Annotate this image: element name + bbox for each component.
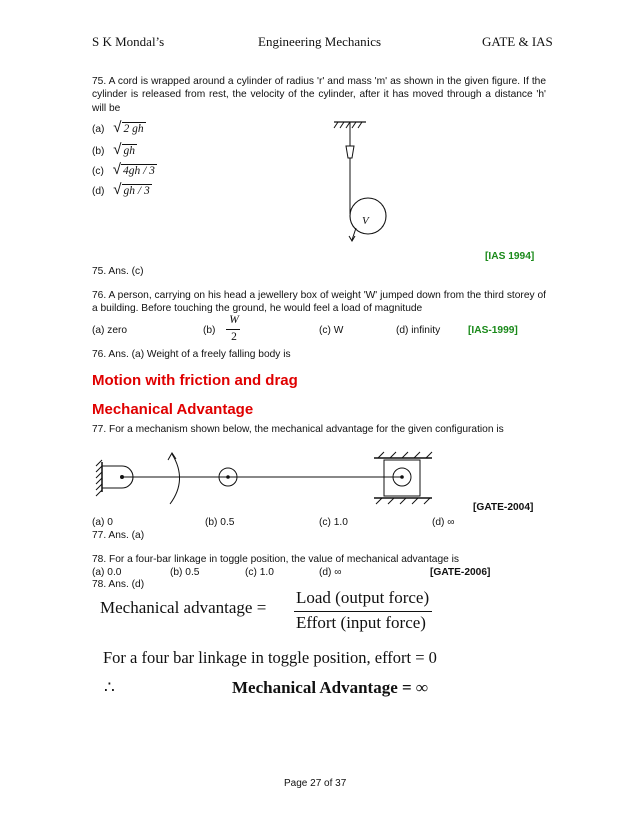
header-author: S K Mondal’s (92, 34, 165, 49)
q75-answer: 75. Ans. (c) (92, 266, 144, 277)
solution-toggle-line: For a four bar linkage in toggle position, effort = 0 (103, 648, 437, 667)
solution-ma-result: Mechanical Advantage = ∞ (232, 678, 429, 697)
q75-option-c-expr: 4gh / 3 (122, 165, 155, 177)
q75-option-a-label: (a) (92, 124, 105, 135)
header-subject: Engineering Mechanics (258, 34, 382, 49)
section-heading-friction: Motion with friction and drag (92, 372, 298, 389)
q78-text: 78. For a four-bar linkage in toggle position, the value of mechanical advantage is (92, 554, 459, 565)
q75-figure-label: V (362, 215, 369, 227)
therefore-icon: ∴ (104, 678, 115, 697)
q75-tag: [IAS 1994] (485, 251, 535, 262)
fraction-bar (294, 611, 432, 612)
q75-option-d (92, 183, 152, 198)
q76-option-c: (c) W (319, 325, 344, 336)
solution-ma-numerator: Load (output force) (296, 588, 430, 607)
q75-option-c-label: (c) (92, 166, 104, 177)
q75-option-d-label: (d) (92, 186, 105, 197)
cylinder-cord-figure (330, 118, 400, 248)
q75-option-b-label: (b) (92, 146, 105, 157)
q77-answer: 77. Ans. (a) (92, 530, 145, 541)
q75-option-a (92, 121, 146, 136)
sqrt-icon: √ (113, 181, 122, 198)
solution-ma-denominator: Effort (input force) (296, 613, 426, 632)
q76-text: 76. A person, carrying on his head a jewellery box of weight 'W' jumped down from the third storey of a building. Before touching the ground, he would feel a load of magnitude (92, 290, 546, 315)
q75-option-a-expr: 2 gh (123, 123, 144, 135)
q76-answer: 76. Ans. (a) Weight of a freely falling body is (92, 349, 291, 360)
page-number: Page 27 of 37 (284, 778, 347, 789)
q77-option-c: (c) 1.0 (319, 517, 348, 528)
q77-text: 77. For a mechanism shown below, the mechanical advantage for the given configuration is (92, 424, 504, 435)
q78-option-d: (d) ∞ (319, 567, 342, 578)
q78-tag: [GATE-2006] (430, 567, 491, 578)
q78-option-c: (c) 1.0 (245, 567, 274, 578)
sqrt-icon: √ (112, 161, 121, 178)
section-heading-mechanical-advantage: Mechanical Advantage (92, 401, 254, 418)
q78-option-a: (a) 0.0 (92, 567, 122, 578)
q75-option-b (92, 143, 137, 158)
q75-option-c (92, 163, 157, 178)
q75-option-d-expr: gh / 3 (123, 185, 150, 197)
q76-option-d: (d) infinity (396, 325, 441, 336)
q77-tag: [GATE-2004] (473, 502, 534, 513)
header-exam: GATE & IAS (482, 34, 553, 49)
sqrt-icon: √ (113, 141, 122, 158)
q78-option-b: (b) 0.5 (170, 567, 200, 578)
sqrt-icon: √ (113, 119, 122, 136)
mechanism-figure (92, 452, 452, 508)
q77-option-a: (a) 0 (92, 517, 113, 528)
q76-tag: [IAS-1999] (468, 325, 518, 336)
q76-option-a: (a) zero (92, 325, 128, 336)
q78-answer: 78. Ans. (d) (92, 579, 145, 590)
q75-text: 75. A cord is wrapped around a cylinder of radius 'r' and mass 'm' as shown in the given figure. If the cylinder is released from rest, the velocity of the cylinder, after it has moved through a distance 'h' will be (92, 76, 546, 114)
q75-option-b-expr: gh (123, 145, 136, 157)
q76-frac-num: W (229, 314, 239, 326)
fraction-bar (226, 329, 240, 330)
q76-option-b: (b) (203, 325, 216, 336)
q76-frac-den: 2 (231, 331, 237, 343)
q77-option-b: (b) 0.5 (205, 517, 235, 528)
q77-option-d: (d) ∞ (432, 517, 455, 528)
solution-ma-label: Mechanical advantage = (100, 598, 267, 617)
